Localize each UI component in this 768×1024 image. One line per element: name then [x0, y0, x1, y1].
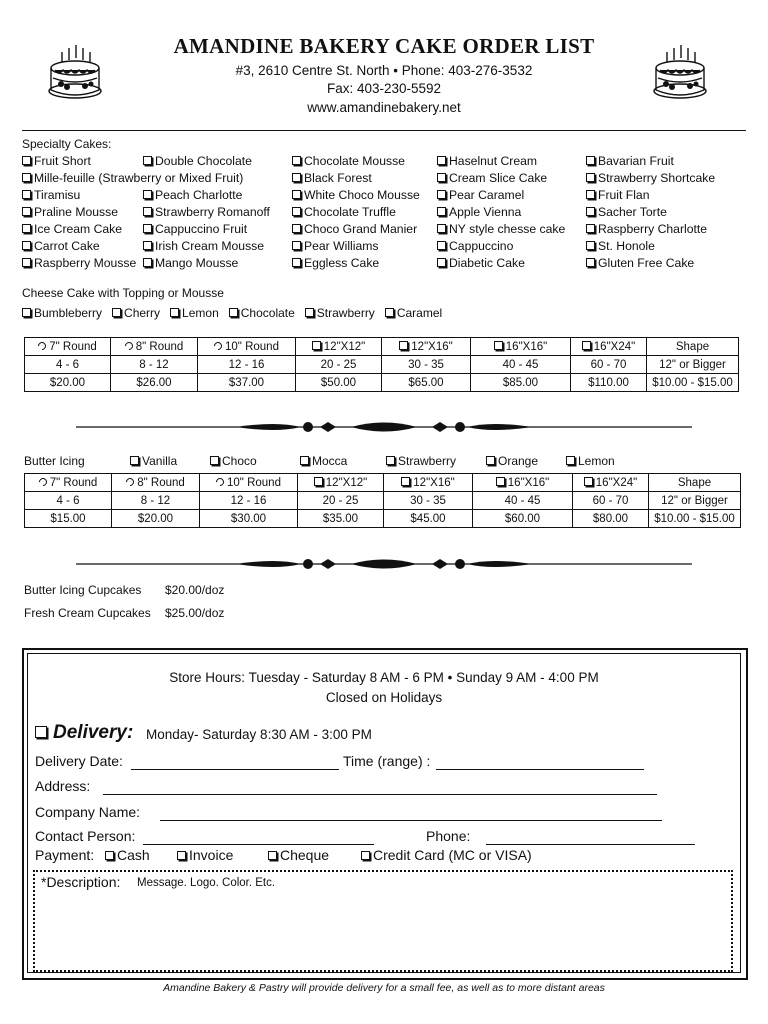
checkbox-icon[interactable]	[143, 258, 152, 267]
butter-option[interactable]: Orange	[486, 454, 538, 468]
payment-option-credit-card[interactable]: Credit Card (MC or VISA)	[361, 847, 532, 863]
specialty-option[interactable]: St. Honole	[586, 238, 746, 255]
size-header[interactable]: 12"X16"	[382, 338, 471, 356]
cheese-option[interactable]: Bumbleberry	[22, 306, 102, 320]
price-cell: $45.00	[384, 510, 473, 528]
size-header[interactable]: 8" Round	[112, 474, 200, 492]
checkbox-icon[interactable]	[437, 207, 446, 216]
specialty-option[interactable]: Cappuccino Fruit	[143, 221, 292, 238]
checkbox-icon[interactable]	[582, 341, 591, 350]
specialty-option[interactable]: Apple Vienna	[437, 204, 586, 221]
price-cell: $110.00	[571, 374, 647, 392]
address-field[interactable]	[103, 782, 657, 795]
specialty-option[interactable]: Cream Slice Cake	[437, 170, 586, 187]
checkbox-icon[interactable]	[210, 456, 219, 465]
checkbox-icon[interactable]	[566, 456, 575, 465]
price-cell: $10.00 - $15.00	[649, 510, 741, 528]
size-header[interactable]: 12"X16"	[384, 474, 473, 492]
page-title: AMANDINE BAKERY CAKE ORDER LIST	[173, 34, 595, 58]
specialty-option[interactable]: Cappuccino	[437, 238, 586, 255]
servings-cell: 60 - 70	[573, 492, 649, 510]
size-header[interactable]: 16"X24"	[573, 474, 649, 492]
checkbox-icon[interactable]	[143, 207, 152, 216]
checkbox-icon[interactable]	[130, 456, 139, 465]
servings-cell: 4 - 6	[25, 356, 111, 374]
description-label: *Description:	[41, 874, 121, 890]
servings-cell: 8 - 12	[112, 492, 200, 510]
table-row	[25, 474, 741, 492]
price-cell: $26.00	[111, 374, 198, 392]
specialty-option[interactable]: Bavarian Fruit	[586, 153, 746, 170]
specialty-option[interactable]: Strawberry Romanoff	[143, 204, 292, 221]
size-header[interactable]: 12"X12"	[296, 338, 382, 356]
checkbox-icon[interactable]	[437, 156, 446, 165]
checkbox-icon[interactable]	[105, 851, 114, 860]
payment-option-cheque[interactable]: Cheque	[268, 847, 329, 863]
phone-label: Phone:	[426, 828, 471, 844]
price-cell: $65.00	[382, 374, 471, 392]
cupcake-price: $20.00/doz	[165, 583, 225, 597]
delivery-label: Delivery:	[53, 722, 134, 743]
table-row	[25, 338, 739, 356]
cheese-cake-label: Cheese Cake with Topping or Mousse	[22, 286, 224, 300]
table-row	[25, 510, 741, 528]
servings-cell: 12" or Bigger	[647, 356, 739, 374]
delivery-date-label: Delivery Date:	[35, 753, 123, 769]
fax-line: Fax: 403-230-5592	[326, 81, 442, 96]
checkbox-icon[interactable]	[385, 308, 394, 317]
size-header[interactable]: 10" Round	[198, 338, 296, 356]
checkbox-icon[interactable]	[177, 851, 186, 860]
checkbox-icon[interactable]	[292, 190, 301, 199]
checkbox-icon[interactable]	[586, 156, 595, 165]
cupcake-label: Fresh Cream Cupcakes	[24, 606, 151, 620]
checkbox-icon[interactable]	[22, 308, 31, 317]
payment-option-invoice[interactable]: Invoice	[177, 847, 233, 863]
header-divider	[22, 130, 746, 131]
closed-note: Closed on Holidays	[325, 690, 443, 705]
delivery-hours: Monday- Saturday 8:30 AM - 3:00 PM	[146, 727, 372, 742]
servings-cell: 40 - 45	[473, 492, 573, 510]
checkbox-icon[interactable]	[143, 241, 152, 250]
specialty-option[interactable]: Choco Grand Manier	[292, 221, 437, 238]
checkbox-icon[interactable]	[401, 477, 410, 486]
contact-person-field[interactable]	[143, 832, 374, 845]
checkbox-icon[interactable]	[143, 224, 152, 233]
checkbox-icon[interactable]	[361, 851, 370, 860]
servings-cell: 30 - 35	[384, 492, 473, 510]
checkbox-icon[interactable]	[437, 173, 446, 182]
cheese-options	[22, 306, 452, 320]
checkbox-icon[interactable]	[292, 173, 301, 182]
servings-cell: 12 - 16	[200, 492, 298, 510]
specialty-option[interactable]: Irish Cream Mousse	[143, 238, 292, 255]
footer-note: Amandine Bakery & Pastry will provide delivery for a small fee, as well as to more distant areas	[163, 982, 605, 994]
cupcake-price: $25.00/doz	[165, 606, 225, 620]
price-cell: $60.00	[473, 510, 573, 528]
specialty-option[interactable]: Gluten Free Cake	[586, 255, 746, 272]
cheese-option[interactable]: Caramel	[385, 306, 442, 320]
specialty-label: Specialty Cakes:	[22, 137, 112, 151]
checkbox-icon[interactable]	[292, 241, 301, 250]
phone-field[interactable]	[486, 832, 695, 845]
payment-label: Payment:	[35, 847, 95, 863]
price-cell: $30.00	[200, 510, 298, 528]
checkbox-icon[interactable]	[22, 207, 31, 216]
specialty-option[interactable]: Peach Charlotte	[143, 187, 292, 204]
table-row	[25, 356, 739, 374]
checkbox-icon[interactable]	[586, 190, 595, 199]
checkbox-icon[interactable]	[586, 224, 595, 233]
servings-cell: 12" or Bigger	[649, 492, 741, 510]
specialty-option[interactable]: Sacher Torte	[586, 204, 746, 221]
servings-cell: 30 - 35	[382, 356, 471, 374]
checkbox-icon[interactable]	[22, 241, 31, 250]
checkbox-icon[interactable]	[486, 456, 495, 465]
table-row	[25, 374, 739, 392]
specialty-option[interactable]: Haselnut Cream	[437, 153, 586, 170]
checkbox-icon[interactable]	[586, 258, 595, 267]
shape-header: Shape	[649, 474, 741, 492]
servings-cell: 20 - 25	[298, 492, 384, 510]
checkbox-icon[interactable]	[143, 156, 152, 165]
radio-icon[interactable]	[37, 476, 48, 487]
radio-icon[interactable]	[125, 476, 136, 487]
specialty-option[interactable]: Carrot Cake	[22, 238, 143, 255]
butter-icing-label: Butter Icing	[24, 454, 85, 468]
cheese-cake-price-table	[24, 337, 739, 392]
butter-option[interactable]: Vanilla	[130, 454, 177, 468]
delivery-date-field[interactable]	[131, 757, 339, 770]
price-cell: $20.00	[25, 374, 111, 392]
table-row	[25, 492, 741, 510]
specialty-option[interactable]: Diabetic Cake	[437, 255, 586, 272]
address-label: Address:	[35, 778, 91, 794]
butter-option[interactable]: Mocca	[300, 454, 347, 468]
checkbox-icon[interactable]	[229, 308, 238, 317]
price-cell: $35.00	[298, 510, 384, 528]
specialty-option[interactable]: Tiramisu	[22, 187, 143, 204]
specialty-option[interactable]: Praline Mousse	[22, 204, 143, 221]
company-name-field[interactable]	[160, 808, 662, 821]
butter-option[interactable]: Lemon	[566, 454, 615, 468]
checkbox-icon[interactable]	[292, 224, 301, 233]
cheese-option[interactable]: Chocolate	[229, 306, 295, 320]
checkbox-icon[interactable]	[300, 456, 309, 465]
specialty-option[interactable]: NY style chesse cake	[437, 221, 586, 238]
specialty-option[interactable]: Chocolate Mousse	[292, 153, 437, 170]
servings-cell: 8 - 12	[111, 356, 198, 374]
specialty-option[interactable]: Mille-feuille (Strawberry or Mixed Fruit)	[22, 170, 292, 187]
size-header[interactable]: 7" Round	[25, 474, 112, 492]
servings-cell: 60 - 70	[571, 356, 647, 374]
checkbox-icon[interactable]	[494, 341, 503, 350]
butter-icing-price-table	[24, 473, 741, 528]
checkbox-icon[interactable]	[305, 308, 314, 317]
checkbox-icon[interactable]	[312, 341, 321, 350]
checkbox-icon[interactable]	[22, 156, 31, 165]
checkbox-icon[interactable]	[586, 207, 595, 216]
radio-icon[interactable]	[123, 340, 134, 351]
cheese-option[interactable]: Lemon	[170, 306, 219, 320]
checkbox-icon[interactable]	[292, 156, 301, 165]
time-range-label: Time (range) :	[343, 753, 431, 769]
checkbox-icon[interactable]	[143, 190, 152, 199]
specialty-option[interactable]: Double Chocolate	[143, 153, 292, 170]
servings-cell: 4 - 6	[25, 492, 112, 510]
price-cell: $37.00	[198, 374, 296, 392]
ornament-divider	[76, 554, 692, 574]
price-cell: $15.00	[25, 510, 112, 528]
description-hint: Message. Logo. Color. Etc.	[137, 877, 276, 889]
specialty-grid	[22, 153, 746, 272]
checkbox-icon[interactable]	[35, 726, 47, 738]
specialty-option[interactable]: Raspberry Mousse	[22, 255, 143, 272]
checkbox-icon[interactable]	[170, 308, 179, 317]
checkbox-icon[interactable]	[437, 224, 446, 233]
butter-option[interactable]: Choco	[210, 454, 257, 468]
radio-icon[interactable]	[214, 476, 225, 487]
specialty-option[interactable]: Chocolate Truffle	[292, 204, 437, 221]
checkbox-icon[interactable]	[22, 173, 31, 182]
payment-option-cash[interactable]: Cash	[105, 847, 150, 863]
shape-header: Shape	[647, 338, 739, 356]
specialty-option[interactable]: Eggless Cake	[292, 255, 437, 272]
size-header[interactable]: 7" Round	[25, 338, 111, 356]
size-header[interactable]: 8" Round	[111, 338, 198, 356]
checkbox-icon[interactable]	[22, 224, 31, 233]
cheese-option[interactable]: Strawberry	[305, 306, 375, 320]
size-header[interactable]: 16"X24"	[571, 338, 647, 356]
cupcake-label: Butter Icing Cupcakes	[24, 583, 142, 597]
checkbox-icon[interactable]	[22, 258, 31, 267]
website-link[interactable]: www.amandinebakery.net	[307, 100, 461, 115]
price-cell: $50.00	[296, 374, 382, 392]
checkbox-icon[interactable]	[437, 241, 446, 250]
specialty-option[interactable]: Raspberry Charlotte	[586, 221, 746, 238]
store-hours: Store Hours: Tuesday - Saturday 8 AM - 6 PM • Sunday 9 AM - 4:00 PM	[169, 670, 599, 685]
checkbox-icon[interactable]	[586, 173, 595, 182]
price-cell: $85.00	[471, 374, 571, 392]
price-cell: $10.00 - $15.00	[647, 374, 739, 392]
checkbox-icon[interactable]	[399, 341, 408, 350]
cheese-option[interactable]: Cherry	[112, 306, 160, 320]
checkbox-icon[interactable]	[22, 190, 31, 199]
size-header[interactable]: 16"X16"	[473, 474, 573, 492]
butter-option[interactable]: Strawberry	[386, 454, 456, 468]
address-line: #3, 2610 Centre St. North • Phone: 403-276-3532	[235, 63, 533, 78]
price-cell: $80.00	[573, 510, 649, 528]
checkbox-icon[interactable]	[292, 258, 301, 267]
specialty-option[interactable]: Ice Cream Cake	[22, 221, 143, 238]
checkbox-icon[interactable]	[586, 241, 595, 250]
checkbox-icon[interactable]	[292, 207, 301, 216]
checkbox-icon[interactable]	[496, 477, 505, 486]
checkbox-icon[interactable]	[268, 851, 277, 860]
time-range-field[interactable]	[436, 757, 644, 770]
price-cell: $20.00	[112, 510, 200, 528]
checkbox-icon[interactable]	[584, 477, 593, 486]
specialty-option[interactable]: Pear Williams	[292, 238, 437, 255]
checkbox-icon[interactable]	[437, 190, 446, 199]
checkbox-icon[interactable]	[437, 258, 446, 267]
specialty-option[interactable]: Fruit Flan	[586, 187, 746, 204]
size-header[interactable]: 12"X12"	[298, 474, 384, 492]
servings-cell: 40 - 45	[471, 356, 571, 374]
checkbox-icon[interactable]	[112, 308, 121, 317]
checkbox-icon[interactable]	[314, 477, 323, 486]
specialty-option[interactable]: Pear Caramel	[437, 187, 586, 204]
servings-cell: 12 - 16	[198, 356, 296, 374]
specialty-option[interactable]: Black Forest	[292, 170, 437, 187]
radio-icon[interactable]	[212, 340, 223, 351]
specialty-option[interactable]: Strawberry Shortcake	[586, 170, 746, 187]
checkbox-icon[interactable]	[386, 456, 395, 465]
servings-cell: 20 - 25	[296, 356, 382, 374]
size-header[interactable]: 10" Round	[200, 474, 298, 492]
company-name-label: Company Name:	[35, 804, 141, 820]
contact-person-label: Contact Person:	[35, 828, 136, 844]
specialty-option[interactable]: Fruit Short	[22, 153, 143, 170]
size-header[interactable]: 16"X16"	[471, 338, 571, 356]
ornament-divider	[76, 417, 692, 437]
radio-icon[interactable]	[37, 340, 48, 351]
specialty-option[interactable]: White Choco Mousse	[292, 187, 437, 204]
delivery-option[interactable]	[35, 722, 133, 744]
specialty-option[interactable]: Mango Mousse	[143, 255, 292, 272]
